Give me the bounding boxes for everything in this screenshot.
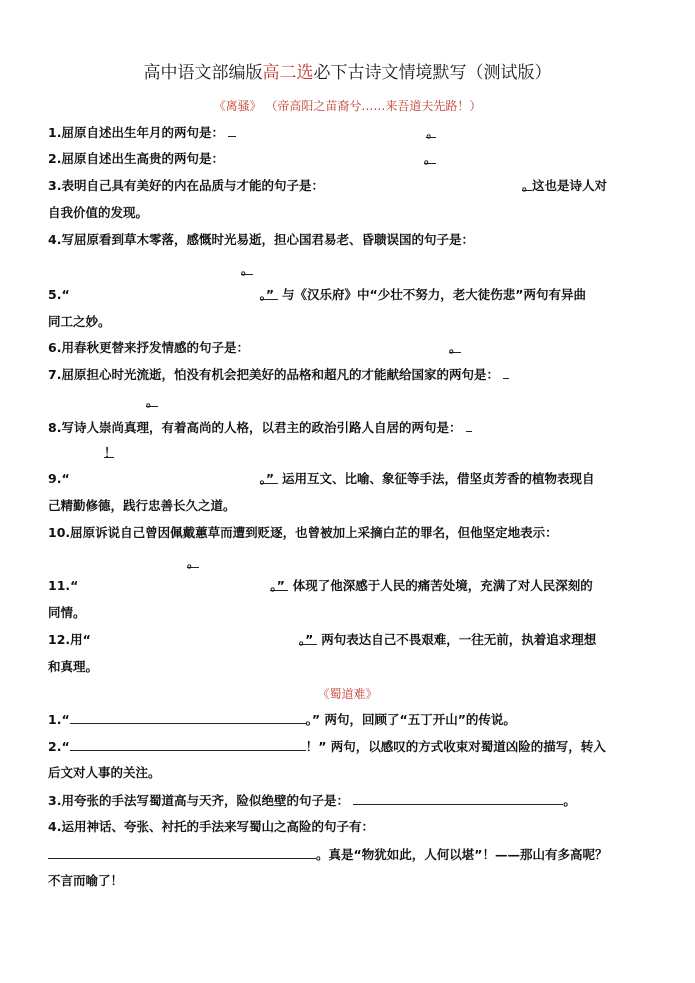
answer-blank[interactable] — [187, 555, 199, 568]
lisao-heading: 《离骚》 — [213, 99, 262, 113]
answer-blank[interactable] — [228, 124, 236, 137]
question-lisao-11-cont: 同情。 — [48, 605, 86, 620]
question-text: 12.用“ — [48, 632, 91, 647]
question-text: 3.用夸张的手法写蜀道高与天齐，险似绝壁的句子是： — [48, 793, 349, 808]
question-lisao-6 — [48, 340, 461, 356]
answer-blank[interactable] — [260, 471, 278, 484]
question-lisao-2 — [48, 151, 436, 167]
question-text: 1.屈原自述出生年月的两句是： — [48, 125, 224, 140]
period-mark: 。 — [316, 847, 329, 862]
answer-blank[interactable] — [503, 366, 509, 379]
question-text: 2.屈原自述出生高贵的两句是： — [48, 151, 224, 166]
question-text: 运用互文、比喻、象征等手法，借坚贞芳香的植物表现自 — [282, 471, 595, 486]
question-lisao-1 — [48, 124, 439, 141]
question-text: 真是“物犹如此，人何以堪”！——那山有多高呢？ — [328, 847, 608, 862]
period-mark: 。 — [563, 793, 576, 808]
period-mark: 。 — [146, 394, 159, 409]
question-lisao-9-cont: 己精勤修德，践行忠善长久之道。 — [48, 498, 236, 513]
answer-blank[interactable] — [521, 178, 535, 193]
answer-blank[interactable] — [70, 711, 306, 724]
question-shudao-2-cont: 后文对人事的关注。 — [48, 765, 161, 780]
close-quote-mark: 。” — [259, 287, 275, 302]
answer-blank[interactable] — [187, 555, 199, 571]
question-lisao-12 — [48, 632, 596, 648]
question-text: 3.表明自己具有美好的内在品质与才能的句子是： — [48, 178, 324, 193]
answer-blank[interactable] — [48, 846, 316, 859]
close-quote-mark: 。” — [259, 471, 275, 486]
answer-blank[interactable] — [299, 632, 317, 645]
answer-blank[interactable] — [466, 419, 472, 432]
answer-blank[interactable] — [241, 262, 253, 275]
answer-blank[interactable] — [449, 340, 461, 353]
question-text: 体现了他深感于人民的痛苦处境，充满了对人民深刻的 — [292, 578, 593, 593]
question-lisao-8 — [48, 419, 472, 436]
document-title — [0, 58, 695, 83]
question-lisao-12-cont: 和真理。 — [48, 659, 99, 674]
close-quote-mark: 。” — [305, 712, 321, 727]
answer-blank[interactable] — [270, 578, 288, 591]
exclaim-mark: ！ — [305, 739, 319, 754]
answer-blank[interactable] — [353, 792, 563, 805]
lisao-subheading: （帝高阳之苗裔兮……来吾道夫先路！） — [265, 99, 482, 113]
answer-blank[interactable] — [146, 394, 158, 410]
question-shudao-4-cont — [48, 846, 607, 863]
close-quote-mark: 。” — [298, 632, 314, 647]
question-text: 1.“ — [48, 712, 70, 727]
answer-blank[interactable] — [70, 738, 306, 751]
title-part2: 高二选 — [262, 63, 314, 83]
period-mark: 。 — [241, 262, 254, 277]
question-text: 6.用春秋更替来抒发情感的句子是： — [48, 340, 249, 355]
question-text: 两句，以感叹的方式收束对蜀道凶险的描写，转入 — [330, 739, 606, 754]
question-text: 11.“ — [48, 578, 79, 593]
period-mark: 。 — [423, 151, 437, 166]
question-text: 与《汉乐府》中“少壮不努力，老大徒伤悲”两句有异曲 — [282, 287, 586, 302]
title-part3: 必下古诗文情境默写（测试版） — [313, 63, 552, 83]
question-lisao-5-cont: 同工之妙。 — [48, 314, 111, 329]
answer-blank[interactable] — [426, 125, 439, 140]
question-text: 8.写诗人崇尚真理，有着高尚的人格，以君主的政治引路人自居的两句是： — [48, 420, 462, 435]
question-text: 两句表达自己不畏艰难，一往无前，执着追求理想 — [321, 632, 597, 647]
answer-blank[interactable] — [104, 445, 117, 461]
answer-blank[interactable] — [424, 151, 436, 164]
period-mark: 。 — [426, 125, 439, 140]
question-shudao-3 — [48, 792, 576, 809]
question-lisao-11 — [48, 578, 593, 594]
title-part1: 高中语文部编版 — [143, 63, 263, 83]
question-shudao-4-end: 不言而喻了！ — [48, 873, 124, 888]
question-text: 9.“ — [48, 471, 70, 486]
answer-blank[interactable] — [241, 262, 253, 278]
question-lisao-3-cont: 自我价值的发现。 — [48, 205, 149, 220]
question-text: 这也是诗人对 — [531, 178, 607, 193]
question-shudao-4: 4.运用神话、夸张、衬托的手法来写蜀山之高险的句子有： — [48, 819, 374, 834]
shudao-heading: 《蜀道难》 — [317, 687, 378, 701]
question-text: 2.“ — [48, 739, 70, 754]
close-quote-mark: ” — [318, 739, 327, 754]
close-quote-mark: 。” — [270, 578, 285, 593]
question-lisao-3 — [48, 178, 607, 194]
period-mark: 。 — [448, 340, 462, 355]
answer-blank[interactable] — [104, 445, 117, 460]
question-text: 两句，回顾了“五丁开山”的传说。 — [324, 712, 516, 727]
answer-blank[interactable] — [260, 287, 278, 300]
question-lisao-10: 10.屈原诉说自己曾因佩戴蕙草而遭到贬逐，也曾被加上采摘白芷的罪名，但他坚定地表示： — [48, 525, 558, 540]
section-heading-lisao — [0, 97, 695, 114]
question-text: 5.“ — [48, 287, 70, 302]
question-lisao-9 — [48, 471, 595, 487]
section-heading-shudao — [0, 685, 695, 702]
question-shudao-2 — [48, 738, 606, 755]
question-lisao-7 — [48, 366, 509, 383]
question-text: 7.屈原担心时光流逝，怕没有机会把美好的品格和超凡的才能献给国家的两句是： — [48, 367, 499, 382]
question-lisao-4: 4.写屈原看到草木零落，感慨时光易逝，担心国君易老、昏聩误国的句子是： — [48, 232, 474, 247]
answer-blank[interactable] — [146, 394, 158, 407]
exclaim-mark: ！ — [104, 445, 117, 460]
question-shudao-1 — [48, 711, 516, 728]
period-mark: 。 — [187, 555, 200, 570]
question-lisao-5 — [48, 287, 586, 303]
period-mark: 。 — [521, 178, 535, 193]
